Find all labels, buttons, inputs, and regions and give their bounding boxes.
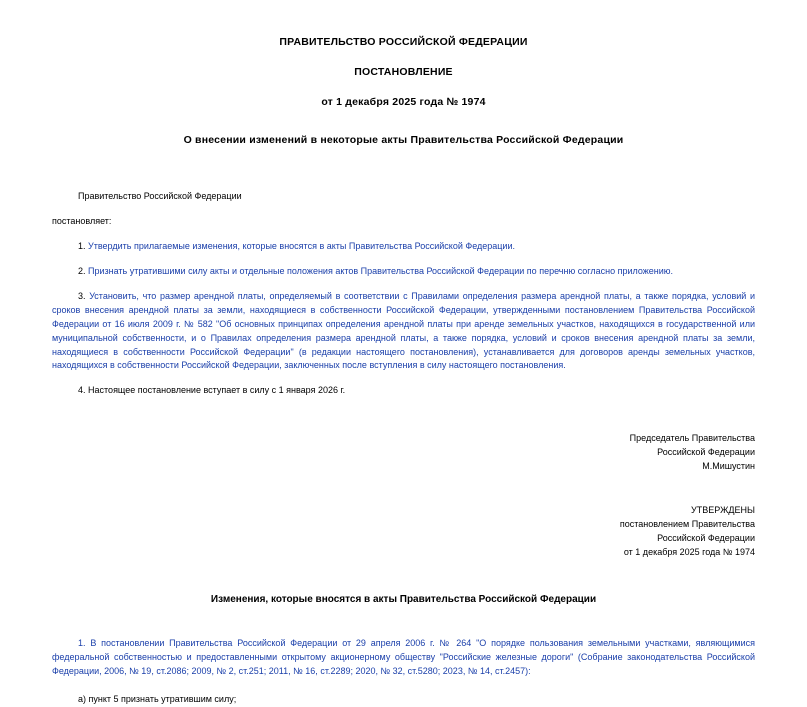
approved-date-number: от 1 декабря 2025 года № 1974	[623, 546, 755, 557]
approved-by-line1: постановлением Правительства	[619, 519, 755, 530]
clause-1-number: 1.	[78, 240, 86, 251]
preamble-text: Правительство Российской Федерации	[78, 191, 242, 201]
annex-clause-1	[52, 637, 755, 679]
clause-4-text: Настоящее постановление вступает в силу с 1 января 2026 г.	[88, 385, 346, 396]
clause-2-number: 2.	[78, 265, 86, 276]
document-date-number: от 1 декабря 2025 года № 1974	[321, 96, 486, 108]
annex-clause-1-text[interactable]: В постановлении Правительства Российской Федерации от 29 апреля 2006 г. № 264 "О порядке пользования земельными участками, являющимися федеральной собственностью и предоставленными открытому акционерному обществу "Российские железные дороги" (Собрание законодательства Российской Федерации, 2006, № 19, ст.2086; 2009, № 2, ст.251; 2011, № 16, ст.2289; 2020, № 32, ст.5280; 2023, № 14, ст.2457):	[52, 637, 755, 676]
clause-2-text[interactable]: Признать утратившими силу акты и отдельные положения актов Правительства Российской Федерации по перечню согласно приложению.	[88, 265, 674, 276]
annex-subitem-a: а) пункт 5 признать утратившим силу;	[78, 693, 237, 704]
clause-4	[52, 384, 755, 398]
annex-title: Изменения, которые вносятся в акты Правительства Российской Федерации	[210, 593, 597, 605]
document-type-title: ПОСТАНОВЛЕНИЕ	[354, 66, 453, 78]
approved-label: УТВЕРЖДЕНЫ	[691, 505, 755, 516]
clause-3	[52, 290, 755, 374]
approved-by-line2: Российской Федерации	[657, 533, 755, 543]
clause-1-text[interactable]: Утвердить прилагаемые изменения, которые вносятся в акты Правительства Российской Федерации.	[88, 240, 515, 251]
resolves-text: постановляет:	[52, 215, 112, 226]
document-authority-title: ПРАВИТЕЛЬСТВО РОССИЙСКОЙ ФЕДЕРАЦИИ	[279, 36, 528, 48]
annex-body	[52, 637, 755, 707]
header-body-spacer	[52, 146, 755, 190]
signature-block	[52, 432, 755, 474]
clause-3-text[interactable]: Установить, что размер арендной платы, определяемый в соответствии с Правилами определения размера арендной платы, а также порядка, условий и сроков внесения арендной платы за земли, находящиеся в собственности Российской Федерации, утвержденными постановлением Правительства Российской Федерации от 16 июля 2009 г. № 582 "Об основных принципах определения арендной платы при аренде земельных участков, находящихся в государственной или муниципальной собственности, и о Правилах определения размера арендной платы, а также порядка, условий и сроков внесения арендной платы за земли, находящиеся в собственности Российской Федерации" (в редакции настоящего постановления), устанавливается для договоров аренды земельных участков, находящихся в собственности Российской Федерации, заключенных после вступления в силу настоящего постановления.	[52, 290, 755, 371]
approved-block	[52, 504, 755, 560]
clause-4-number: 4.	[78, 385, 86, 396]
document-body	[52, 190, 755, 398]
signature-position-line1: Председатель Правительства	[629, 433, 755, 444]
signature-name: М.Мишустин	[702, 461, 755, 472]
signature-position-line2: Российской Федерации	[657, 447, 755, 458]
clause-3-number: 3.	[78, 290, 86, 301]
annex-clause-1-number: 1.	[78, 637, 86, 648]
document-subject-title: О внесении изменений в некоторые акты Правительства Российской Федерации	[183, 134, 624, 146]
clause-1	[52, 240, 755, 254]
clause-2	[52, 265, 755, 279]
